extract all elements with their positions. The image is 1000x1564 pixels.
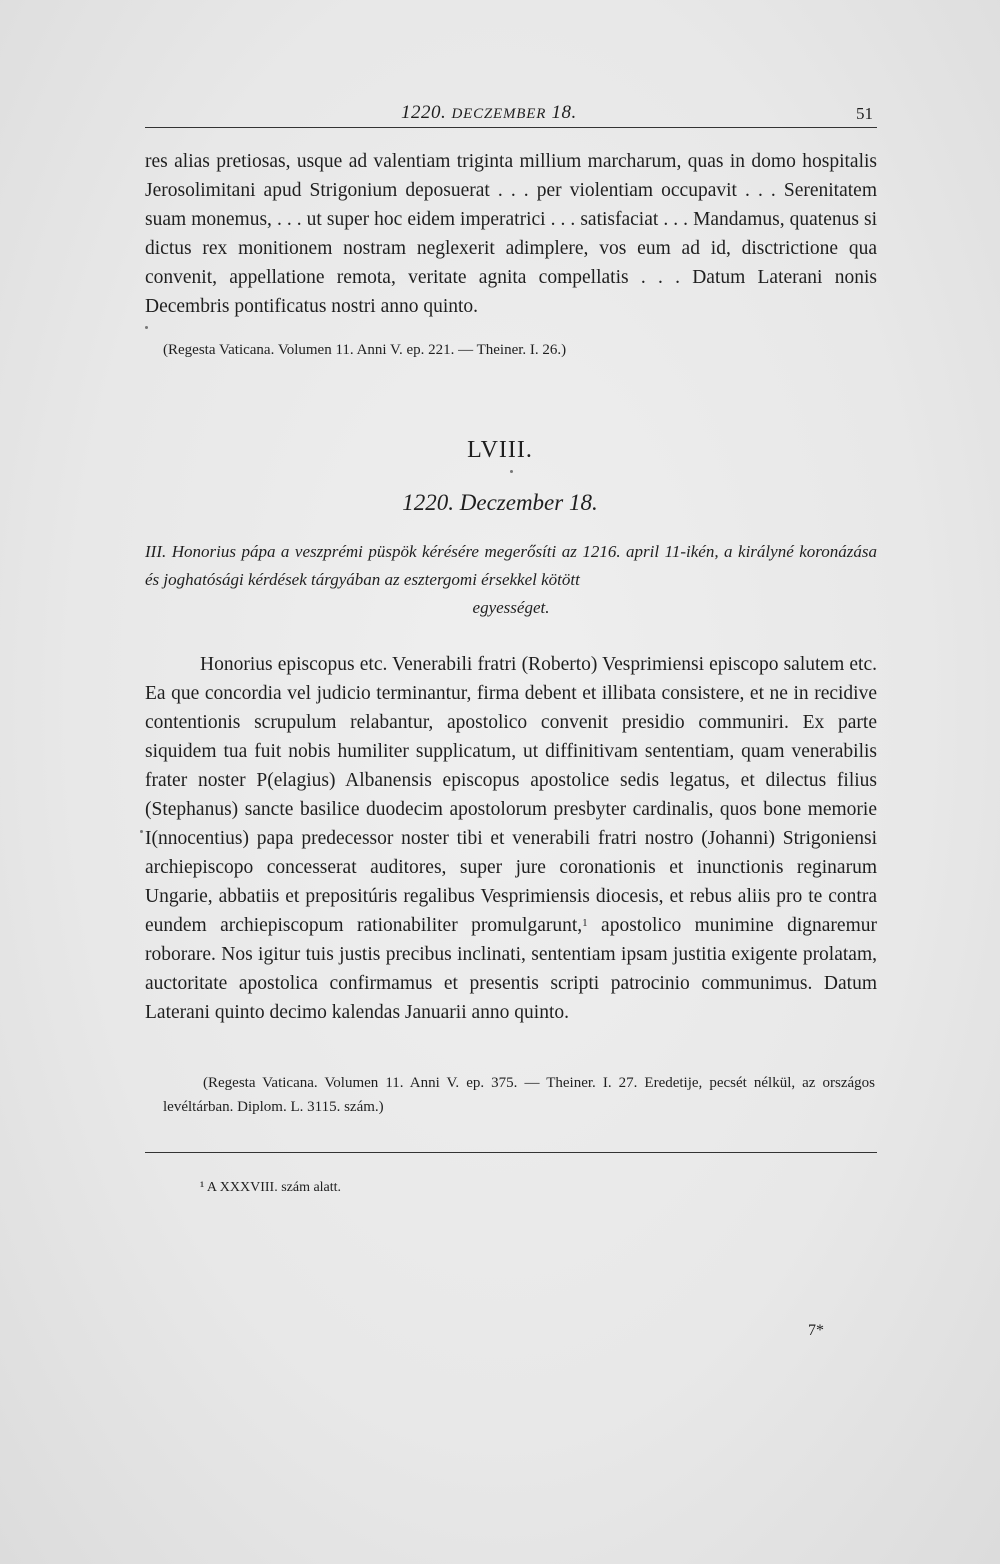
page-number: 51 [856,104,873,123]
footnote-marker: 1 [582,917,588,929]
paper-speck [510,470,513,473]
running-title-month: DECZEMBER [451,106,547,122]
source-reference-2: (Regesta Vaticana. Volumen 11. Anni V. ep. 375. — Theiner. I. 27. Eredetije, pecsét nélkül, az országos levéltárban. Diplom. L. 3115. szám.) [163,1075,875,1115]
document-number: LVIII. [467,437,533,463]
header-rule [145,127,877,128]
summary-last-line: egyességet. [472,598,550,617]
paper-speck [140,830,143,833]
summary-main: III. Honorius pápa a veszprémi püspök kérésére megerősíti az 1216. april 11-ikén, a királyné koronázása és joghatósági kérdések tárgyában az esztergomi érsekkel kötött [145,542,877,589]
letter-text-before-note: Honorius episcopus etc. Venerabili fratri (Roberto) Vesprimiensi episcopo salutem etc. Ea que concordia vel judicio terminantur, firma debent et illibata consistere, et ne in recidive contentionis scrupulum relabantur, apostolico convenit presidio communiri. Ex parte siquidem tua fuit nobis humiliter supplicatum, ut diffinitivam sententiam, quam venerabilis frater noster P(elagius) Albanensis episcopus apostolice sedis legatus, et dilectus filius (Stephanus) sancte basilice duodecim apostolorum presbyter cardinalis, quos bone memorie I(nnocentius) papa predecessor noster tibi et venerabili fratri nostro (Johanni) Strigoniensi archiepiscopo concesserat auditores, super jure coronationis et inunctionis reginarum Ungarie, abbatiis et prepositúris regalibus Vesprimiensis diocesis, et rebus aliis pro te contra eundem archiepiscopum rationabiliter promulgarunt, [145,654,877,936]
document-date: 1220. Deczember 18. [402,490,598,515]
running-title [401,102,577,124]
footnote: ¹ A XXXVIII. szám alatt. [200,1180,342,1195]
running-head [145,100,877,130]
letter-text [145,650,877,1027]
signature-mark: 7* [808,1322,824,1339]
footnote-rule [145,1152,877,1153]
letter-text-after-note: apostolico munimine dignaremur roborare. Nos igitur tuis justis precibus inclinati, sententiam ipsam justitia exigente prolatam, auctoritate apostolica confirmamus et presentis scripti patrocinio communimus. Datum Laterani quinto decimo kalendas Januarii anno quinto. [145,915,877,1023]
source-reference-1: (Regesta Vaticana. Volumen 11. Anni V. ep. 221. — Theiner. I. 26.) [163,342,567,358]
continued-letter-paragraph: res alias pretiosas, usque ad valentiam triginta millium marcharum, quas in domo hospitalis Jerosolimitani apud Strigonium deposuerat . . . per violentiam occupavit . . . Serenitatem suam monemus, . . . ut super hoc eidem imperatrici . . . satisfaciat . . . Mandamus, quatenus si dictus rex monitionem nostram neglexerit adimplere, vos eum ad id, disctrictione qua convenit, appellatione remota, veritate agnita compellatis . . . Datum Laterani nonis Decembris pontificatus nostri anno quinto. [145,151,877,317]
letter-paragraph [145,650,877,1027]
running-title-year: 1220. [401,102,447,123]
document-summary [145,538,877,622]
paper-speck [145,326,148,329]
running-title-day: 18. [551,102,577,123]
continued-letter-text [145,147,877,321]
